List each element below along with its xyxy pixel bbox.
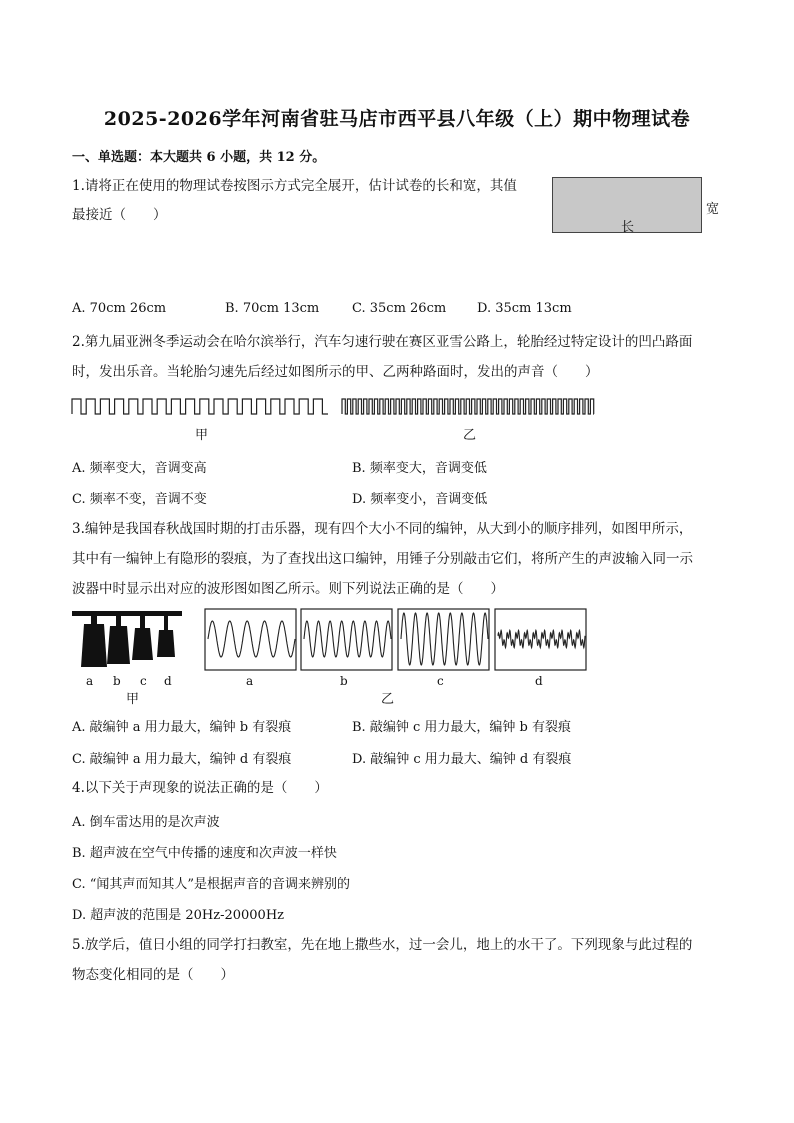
q1-option-b[interactable]: B. 70cm 13cm <box>225 301 320 316</box>
q2-option-d[interactable]: D. 频率变小，音调变低 <box>352 492 488 507</box>
wave-label-c: c <box>437 674 444 688</box>
q2-text-line1: 2.第九届亚洲冬季运动会在哈尔滨举行，汽车匀速行驶在赛区亚雪公路上，轮胎经过特定设计的凹凸路面 <box>72 334 693 350</box>
q3-option-c[interactable]: C. 敲编钟 a 用力最大，编钟 d 有裂痕 <box>72 752 292 767</box>
wave-label-d: d <box>535 674 543 688</box>
q2-road-surface-figure <box>70 394 600 418</box>
bell-label-a: a <box>86 674 94 688</box>
bell-label-b: b <box>113 674 121 688</box>
bell-a <box>81 616 107 667</box>
q1-option-d[interactable]: D. 35cm 13cm <box>477 301 572 316</box>
waveform-c <box>398 609 489 670</box>
q3-text-line1: 3.编钟是我国春秋战国时期的打击乐器，现有四个大小不同的编钟，从大到小的顺序排列，如图甲所示， <box>72 521 693 537</box>
q3-text-line3: 波器中时显示出对应的波形图如图乙所示。则下列说法正确的是（ ） <box>72 581 504 597</box>
wave-label-b: b <box>340 674 348 688</box>
q4-option-b[interactable]: B. 超声波在空气中传播的速度和次声波一样快 <box>72 846 337 861</box>
q3-text-line2: 其中有一编钟上有隐形的裂痕，为了查找出这口编钟，用锤子分别敲击它们，将所产生的声波输入同一示 <box>72 551 693 567</box>
wave-label-a: a <box>246 674 254 688</box>
q3-label-jia: 甲 <box>126 692 140 707</box>
bell-b <box>107 616 130 664</box>
q2-label-jia: 甲 <box>195 428 209 443</box>
section-heading: 一、单选题：本大题共 6 小题，共 12 分。 <box>72 150 326 165</box>
q3-option-b[interactable]: B. 敲编钟 c 用力最大，编钟 b 有裂痕 <box>352 720 571 735</box>
q1-option-a[interactable]: A. 70cm 26cm <box>72 301 167 316</box>
q1-figure-label-long: 长 <box>621 220 635 235</box>
q3-bells-figure <box>72 609 182 671</box>
waveform-a <box>205 609 296 670</box>
q2-option-c[interactable]: C. 频率不变，音调不变 <box>72 492 207 507</box>
bell-label-d: d <box>164 674 172 688</box>
q1-option-c[interactable]: C. 35cm 26cm <box>352 301 447 316</box>
q1-text-line2: 最接近（ ） <box>72 207 167 223</box>
q3-waveforms-figure <box>204 608 588 672</box>
bell-c <box>132 616 153 660</box>
q4-option-d[interactable]: D. 超声波的范围是 20Hz-20000Hz <box>72 908 285 923</box>
bell-d <box>157 616 175 657</box>
road-surface-jia <box>72 399 328 414</box>
q2-option-b[interactable]: B. 频率变大，音调变低 <box>352 461 487 476</box>
q1-text-line1: 1.请将正在使用的物理试卷按图示方式完全展开，估计试卷的长和宽，其值 <box>72 178 517 194</box>
page-title: 2025-2026学年河南省驻马店市西平县八年级（上）期中物理试卷 <box>103 108 691 130</box>
waveform-d <box>495 609 586 670</box>
road-surface-yi <box>342 399 594 414</box>
q4-text: 4.以下关于声现象的说法正确的是（ ） <box>72 780 328 796</box>
q1-figure-label-wide: 宽 <box>706 202 720 217</box>
q5-text-line2: 物态变化相同的是（ ） <box>72 967 234 983</box>
q4-option-c[interactable]: C. “闻其声而知其人”是根据声音的音调来辨别的 <box>72 877 351 892</box>
q3-option-a[interactable]: A. 敲编钟 a 用力最大，编钟 b 有裂痕 <box>72 720 292 735</box>
q2-label-yi: 乙 <box>463 428 477 443</box>
q4-option-a[interactable]: A. 倒车雷达用的是次声波 <box>72 815 220 830</box>
waveform-b <box>301 609 392 670</box>
q2-option-a[interactable]: A. 频率变大，音调变高 <box>72 461 207 476</box>
q2-text-line2: 时，发出乐音。当轮胎匀速先后经过如图所示的甲、乙两种路面时，发出的声音（ ） <box>72 364 599 380</box>
q3-option-d[interactable]: D. 敲编钟 c 用力最大、编钟 d 有裂痕 <box>352 752 572 767</box>
q5-text-line1: 5.放学后，值日小组的同学打扫教室，先在地上撒些水，过一会儿，地上的水干了。下列现象与此过程的 <box>72 937 693 953</box>
bell-label-c: c <box>140 674 147 688</box>
q3-label-yi: 乙 <box>381 692 395 707</box>
